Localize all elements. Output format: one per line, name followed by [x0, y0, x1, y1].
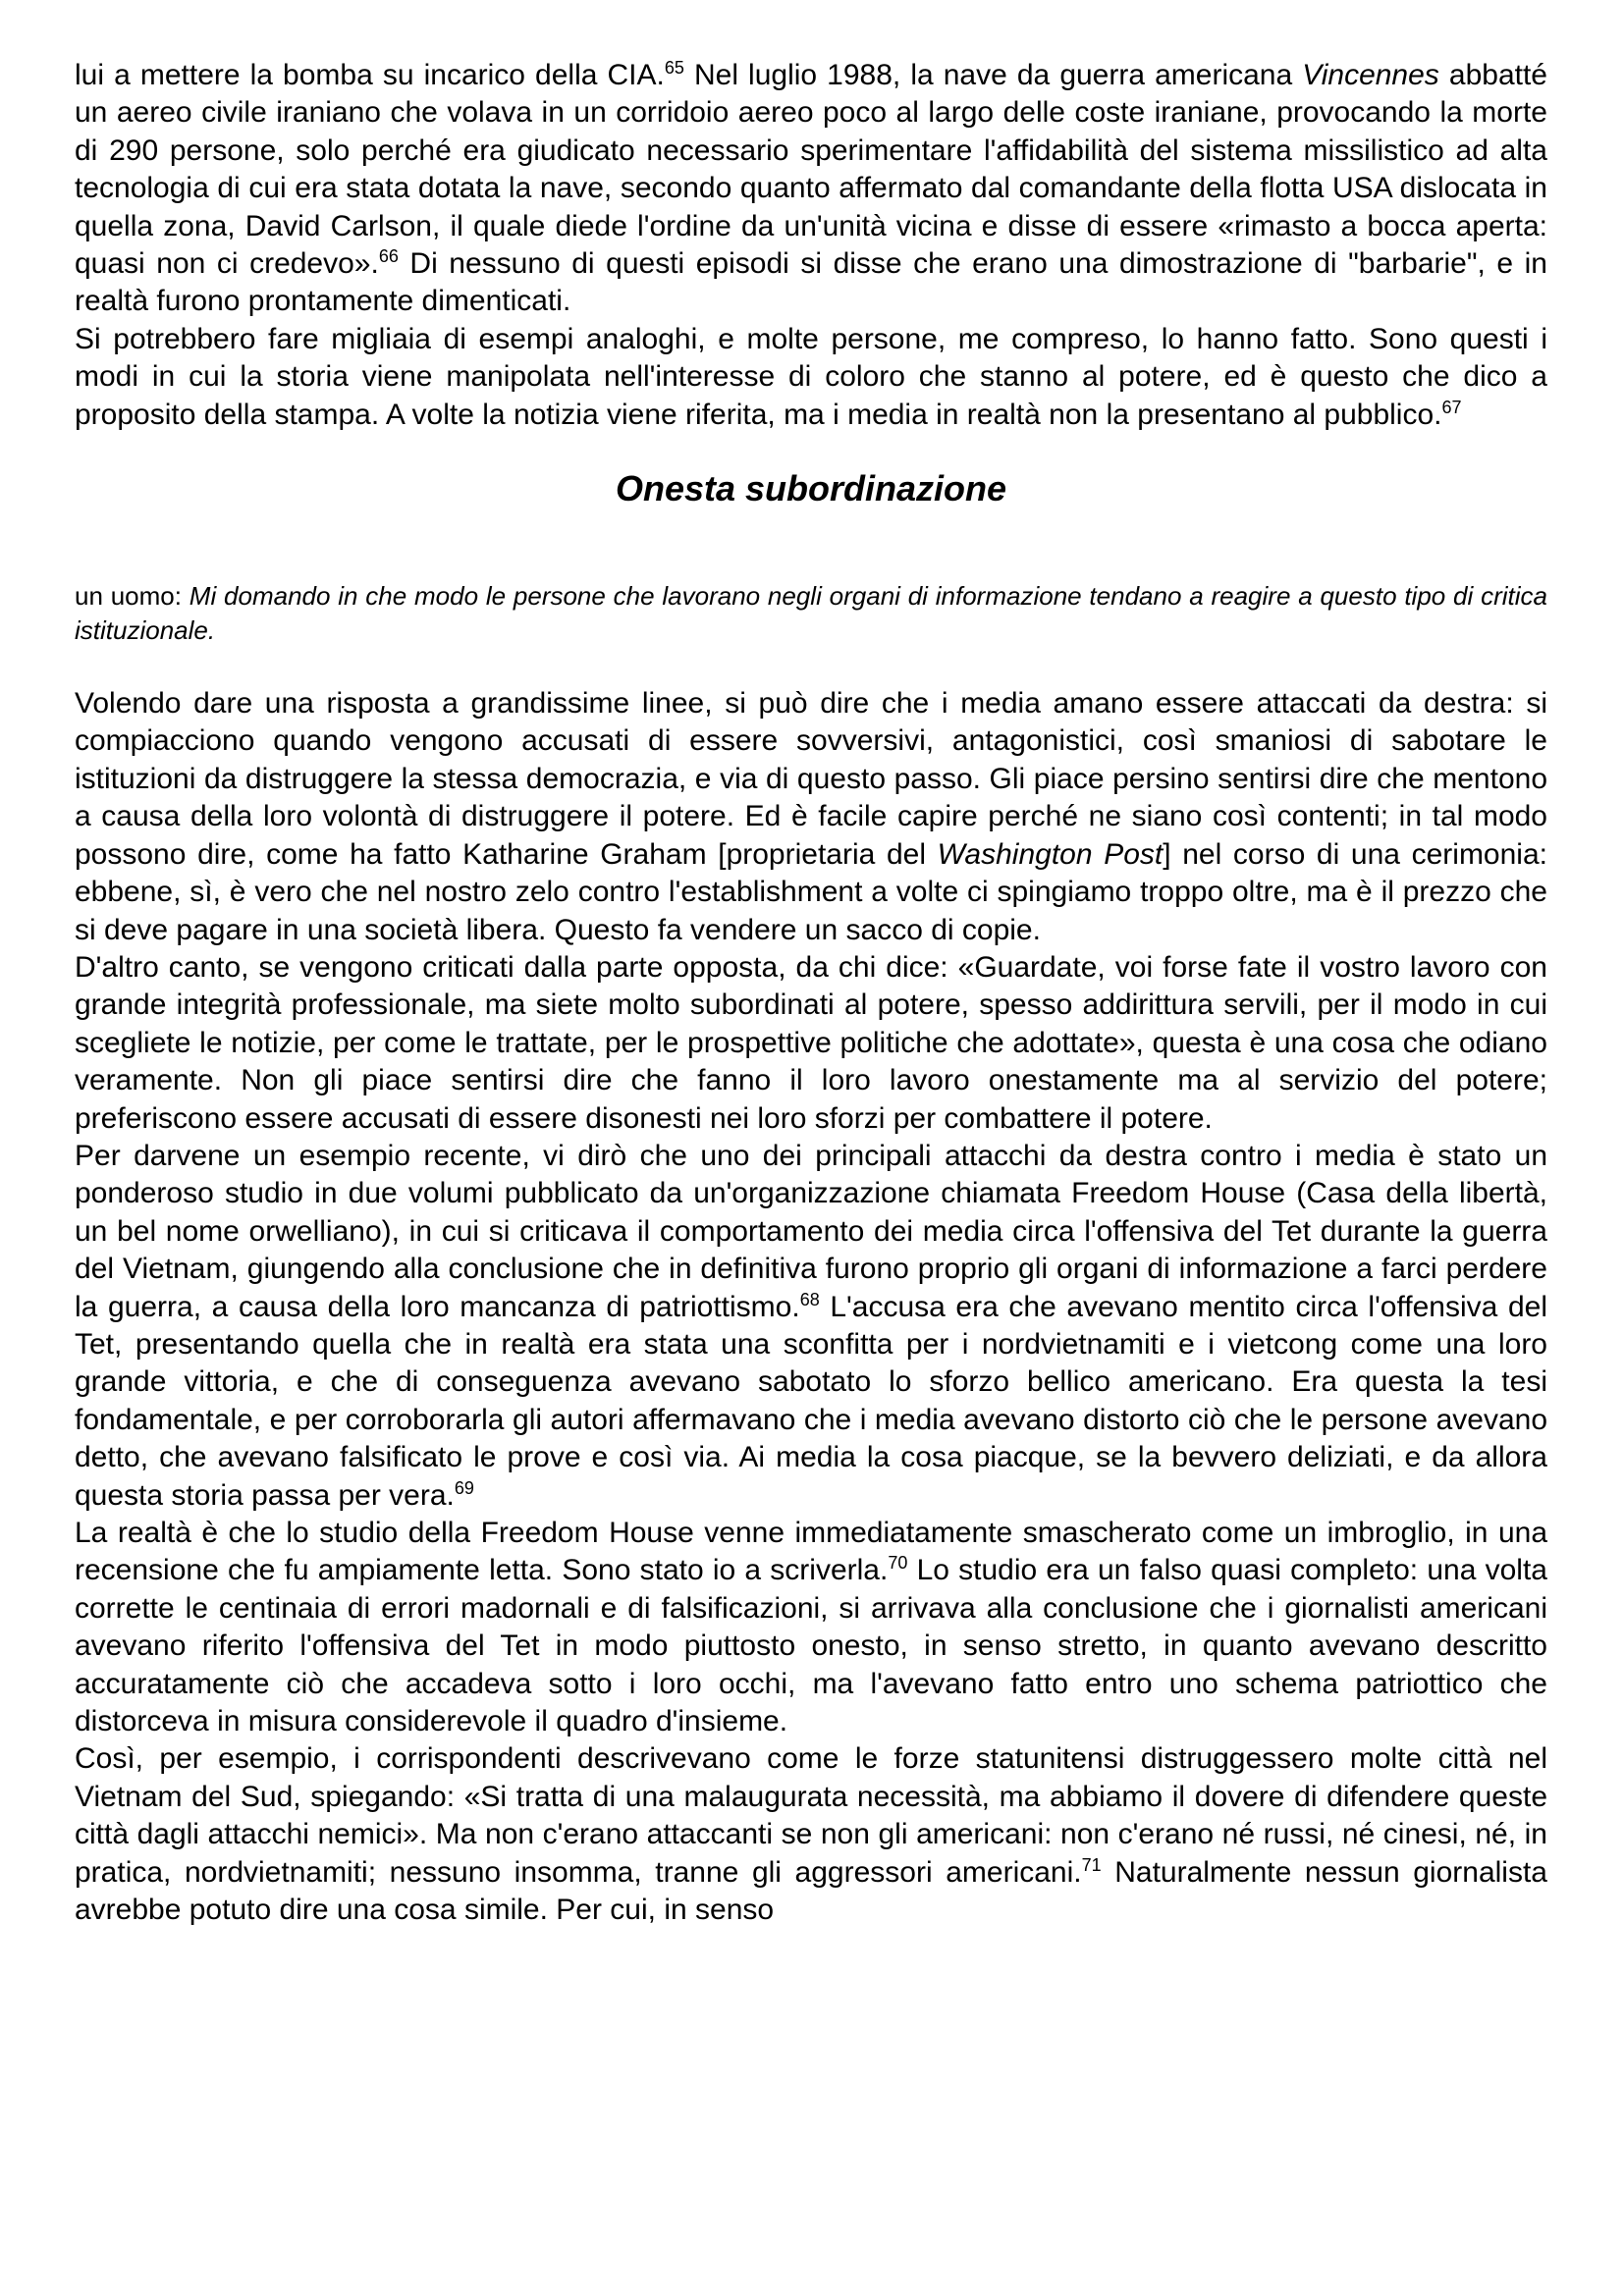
footnote-ref-65: 65: [664, 58, 684, 78]
paragraph-7: [75, 1740, 1547, 1929]
paragraph-5: [75, 1138, 1547, 1515]
paragraph-top-text-b: Nel luglio 1988, la nave da guerra americana: [683, 59, 1303, 91]
newspaper-name-italic: Washington Post: [937, 837, 1164, 871]
footnote-ref-66: 66: [378, 246, 399, 267]
footnote-ref-68: 68: [799, 1289, 820, 1309]
paragraph-top-text-d: Di nessuno di questi episodi si disse che erano una dimostrazione di "barbarie", e in realtà furono prontamente dimenticati.: [75, 247, 1547, 318]
document-page: [75, 57, 1547, 1929]
question-text: Mi domando in che modo le persone che lavorano negli organi di informazione tendano a reagire a questo tipo di critica istituzionale.: [75, 581, 1547, 646]
paragraph-6: [75, 1515, 1547, 1740]
paragraph-4-text: D'altro canto, se vengono criticati dalla parte opposta, da chi dice: «Guardate, voi forse fate il vostro lavoro con grande integrità professionale, ma siete molto subordinati al potere, spesso addirittura servili, per il modo in cui scegliete le notizie, per come le trattate, per le prospettive politiche che adottate», questa è una cosa che odiano veramente. Non gli piace sentirsi dire che fanno il loro lavoro onestamente ma al servizio del potere; preferiscono essere accusati di essere disonesti nei loro sforzi per combattere il potere.: [75, 950, 1547, 1135]
paragraph-6-text-b: Lo studio era un falso quasi completo: una volta corrette le centinaia di errori madornali e di falsificazioni, si arrivava alla conclusione che i giornalisti americani avevano riferito l'offensiva del Tet in modo piuttosto onesto, in senso stretto, in quanto avevano descritto accuratamente ciò che accadeva sotto i loro occhi, ma l'avevano fatto entro uno schema patriottico che distorceva in misura considerevole il quadro d'insieme.: [75, 1554, 1547, 1738]
paragraph-3: [75, 685, 1547, 949]
footnote-ref-67: 67: [1441, 397, 1462, 417]
footnote-ref-71: 71: [1081, 1854, 1102, 1875]
ship-name-italic: Vincennes: [1302, 59, 1439, 91]
paragraph-4: [75, 949, 1547, 1138]
paragraph-top: [75, 57, 1547, 321]
paragraph-3-text-a: Volendo dare una risposta a grandissime linee, si può dire che i media amano essere attaccati da destra: si compiacciono quando vengono accusati di essere sovversivi, antagonistici, così smaniosi di sabotare le istituzioni da distruggere la stessa democrazia, e via di questo passo. Gli piace persino sentirsi dire che mentono a causa della loro volontà di distruggere il potere. Ed è facile capire perché ne siano così contenti; in tal modo possono dire, come ha fatto Katharine Graham [proprietaria del: [75, 687, 1547, 871]
question-paragraph: [75, 579, 1547, 648]
footnote-ref-70: 70: [888, 1553, 908, 1574]
paragraph-5-text-b: L'accusa era che avevano mentito circa l'offensiva del Tet, presentando quella che in realtà era stata una sconfitta per i nordvietnamiti e i vietcong come una loro grande vittoria, e che di conseguenza avevano sabotato lo sforzo bellico americano. Era questa la tesi fondamentale, e per corroborarla gli autori affermavano che i media avevano distorto ciò che le persone avevano detto, che avevano falsificato le prove e così via. Ai media la cosa piacque, se la bevvero deliziati, e da allora questa storia passa per vera.: [75, 1290, 1547, 1512]
paragraph-2-text: Si potrebbero fare migliaia di esempi analoghi, e molte persone, me compreso, lo hanno fatto. Sono questi i modi in cui la storia viene manipolata nell'interesse di coloro che stanno al potere, ed è questo che dico a proposito della stampa. A volte la notizia viene riferita, ma i media in realtà non la presentano al pubblico.: [75, 322, 1547, 431]
paragraph-2: [75, 321, 1547, 434]
section-heading: Onesta subordinazione: [615, 468, 1007, 509]
paragraph-3-text-b: ] nel corso di una cerimonia: ebbene, sì, è vero che nel nostro zelo contro l'establishment a volte ci spingiamo troppo oltre, ma è il prezzo che si deve pagare in una società libera. Questo fa vendere un sacco di copie.: [75, 837, 1547, 946]
paragraph-7-text-a: Così, per esempio, i corrispondenti descrivevano come le forze statunitensi distruggessero molte città nel Vietnam del Sud, spiegando: «Si tratta di una malaugurata necessità, ma abbiamo il dovere di difendere queste città dagli attacchi nemici». Ma non c'erano attaccanti se non gli americani: non c'erano né russi, né cinesi, né, in pratica, nordvietnamiti; nessuno insomma, tranne gli aggressori americani.: [75, 1742, 1547, 1889]
paragraph-top-text-a: lui a mettere la bomba su incarico della CIA.: [75, 59, 665, 91]
footnote-ref-69: 69: [454, 1477, 474, 1498]
paragraph-top-text-c: abbatté un aereo civile iraniano che volava in un corridoio aereo poco al largo delle coste iraniane, provocando la morte di 290 persone, solo perché era giudicato necessario sperimentare l'affidabilità del sistema missilistico ad alta tecnologia di cui era stata dotata la nave, secondo quanto affermato dal comandante della flotta USA dislocata in quella zona, David Carlson, il quale diede l'ordine da un'unità vicina e disse di essere «rimasto a bocca aperta: quasi non ci credevo».: [75, 59, 1547, 281]
paragraph-7-text-b: Naturalmente nessun giornalista avrebbe potuto dire una cosa simile. Per cui, in senso: [75, 1855, 1547, 1927]
paragraph-5-text-a: Per darvene un esempio recente, vi dirò che uno dei principali attacchi da destra contro i media è stato un ponderoso studio in due volumi pubblicato da un'organizzazione chiamata Freedom House (Casa della libertà, un bel nome orwelliano), in cui si criticava il comportamento dei media circa l'offensiva del Tet durante la guerra del Vietnam, giungendo alla conclusione che in definitiva furono proprio gli organi di informazione a farci perdere la guerra, a causa della loro mancanza di patriottismo.: [75, 1139, 1547, 1323]
paragraph-6-text-a: La realtà è che lo studio della Freedom House venne immediatamente smascherato come un imbroglio, in una recensione che fu ampiamente letta. Sono stato io a scriverla.: [75, 1517, 1547, 1587]
question-speaker: un uomo:: [75, 581, 189, 612]
